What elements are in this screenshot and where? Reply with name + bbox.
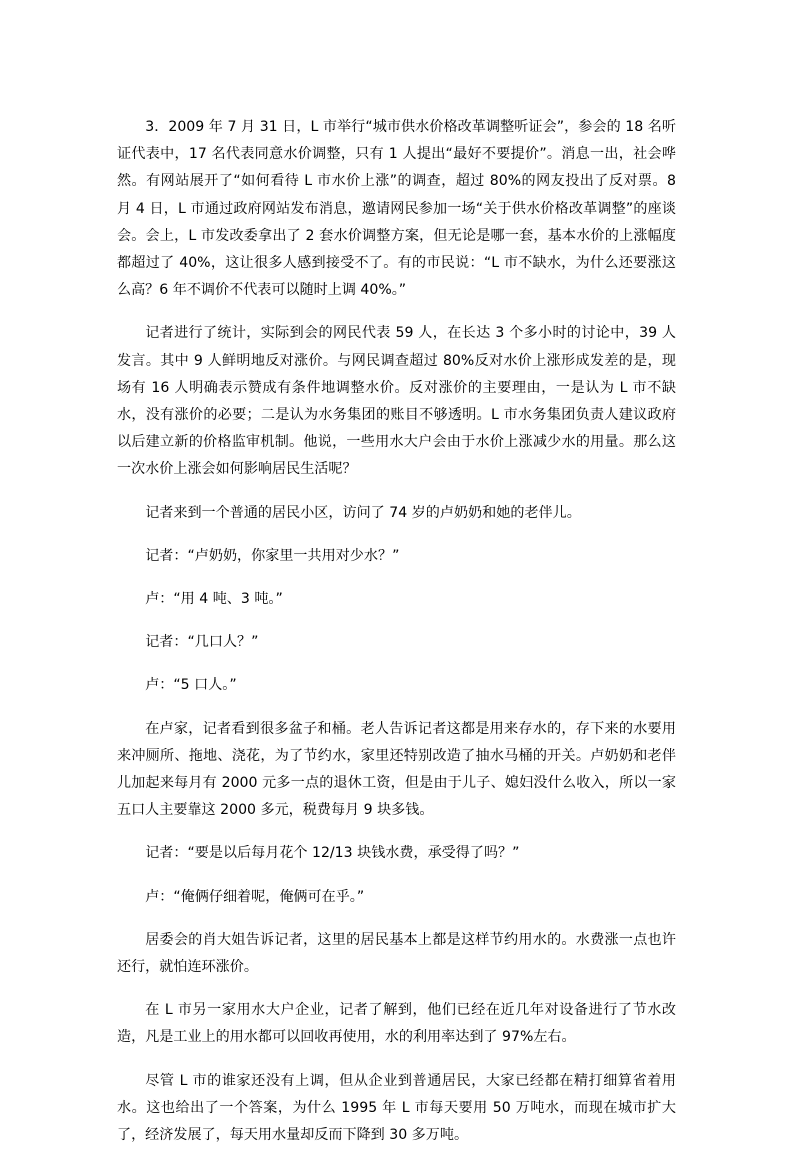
document-body — [117, 114, 676, 1149]
paragraph-4: 在卢家，记者看到很多盆子和桶。老人告诉记者这都是用来存水的，存下来的水要用来冲厕所、拖地、浇花，为了节约水，家里还特别改造了抽水马桶的开关。卢奶奶和老伴儿加起来每月有 2000 元多一点的退休工资，但是由于儿子、媳妇没什么收入，所以一家五口人主要靠这 2000 多元，税费每月 9 块多钱。 — [117, 720, 676, 819]
paragraph-2: 记者进行了统计，实际到会的网民代表 59 人，在长达 3 个多小时的讨论中，39 人发言。其中 9 人鲜明地反对涨价。与网民调查超过 80%反对水价上涨形成发差的是，现场有 16 人明确表示赞成有条件地调整水价。反对涨价的主要理由，一是认为 L 市不缺水，没有涨价的必要；二是认为水务集团的账目不够透明。L 市水务集团负责人建议政府以后建立新的价格监审机制。他说，一些用水大户会由于水价上涨减少水的用量。那么这一次水价上涨会如何影响居民生活呢？ — [117, 325, 676, 478]
dialogue-reporter-3: 记者：“要是以后每月花个 12/13 块钱水费，承受得了吗？” — [145, 845, 520, 862]
dialogue-lu-1: 卢：“用 4 吨、3 吨。” — [145, 591, 283, 608]
dialogue-reporter-2: 记者：“几口人？” — [145, 634, 259, 651]
paragraph-3: 记者来到一个普通的居民小区，访问了 74 岁的卢奶奶和她的老伴儿。 — [145, 504, 581, 521]
paragraph-5: 居委会的肖大姐告诉记者，这里的居民基本上都是这样节约用水的。水费涨一点也许还行，就怕连环涨价。 — [117, 931, 676, 976]
dialogue-reporter-1: 记者：“卢奶奶，你家里一共用对少水？” — [145, 547, 400, 564]
paragraph-6: 在 L 市另一家用水大户企业，记者了解到，他们已经在近几年对设备进行了节水改造，凡是工业上的用水都可以回收再使用，水的利用率达到了 97%左右。 — [117, 1002, 676, 1046]
paragraph-7: 尽管 L 市的谁家还没有上调，但从企业到普通居民，大家已经都在精打细算省着用水。这也给出了一个答案，为什么 1995 年 L 市每天要用 50 万吨水，而现在城市扩大了，经济发展了，每天用水量却反而下降到 30 多万吨。 — [117, 1072, 676, 1144]
dialogue-lu-3: 卢：“俺俩仔细着呢，俺俩可在乎。” — [145, 888, 365, 905]
dialogue-lu-2: 卢：“5 口人。” — [145, 677, 237, 694]
paragraph-1: 3．2009 年 7 月 31 日，L 市举行“城市供水价格改革调整听证会”，参会的 18 名听证代表中，17 名代表同意水价调整，只有 1 人提出“最好不要提价”。消息一出，社会哗然。有网站展开了“如何看待 L 市水价上涨”的调查，超过 80%的网友投出了反对票。8 月 4 日，L 市通过政府网站发布消息，邀请网民参加一场“关于供水价格改革调整”的座谈会。会上，L 市发改委拿出了 2 套水价调整方案，但无论是哪一套，基本水价的上涨幅度都超过了 40%，这让很多人感到接受不了。有的市民说：“L 市不缺水，为什么还要涨这么高？6 年不调价不代表可以随时上调 40%。” — [117, 119, 676, 299]
